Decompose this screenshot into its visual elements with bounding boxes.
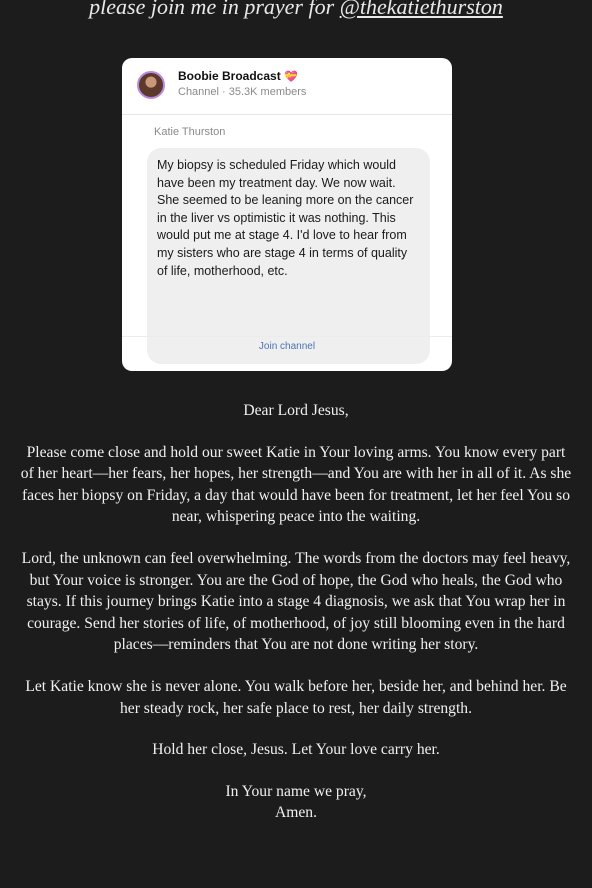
prayer-greeting: Dear Lord Jesus, — [243, 402, 349, 419]
prayer-sign-off: In Your name we pray, Amen. — [225, 782, 367, 822]
channel-name: Boobie Broadcast 💝 — [178, 69, 298, 83]
heart-icon: 💝 — [284, 71, 298, 83]
prayer-closing: Hold her close, Jesus. Let Your love carry her. — [152, 741, 440, 759]
prayer-paragraph: Let Katie know she is never alone. You walk before her, beside her, and behind her. Be her steady rock, her safe place to rest, her daily strength. — [25, 677, 567, 717]
channel-meta: Channel · 35.3K members — [178, 86, 307, 98]
prayer-paragraph: Please come close and hold our sweet Katie in Your loving arms. You know every part of her heart—her fears, her hopes, her strength—and You are with her in all of it. As she faces her biopsy on Friday, a day that would have been for treatment, let her feel You so near, whispering peace into the waiting. — [20, 443, 572, 526]
prayer-text — [20, 400, 572, 824]
avatar — [137, 71, 165, 99]
message-bubble: My biopsy is scheduled Friday which would have been my treatment day. We now wait. She seemed to be leaning more on the cancer in the liver vs optimistic it was nothing. This would put me at stage 4. I'd love to hear from my sisters who are stage 4 in terms of quality of life, motherhood, etc. — [147, 148, 430, 364]
caption-mention-link[interactable]: @thekatiethurston — [339, 0, 503, 19]
caption-text: please join me in prayer for — [89, 0, 340, 19]
join-channel-button[interactable]: Join channel — [122, 336, 452, 372]
story-caption — [0, 0, 592, 20]
prayer-paragraph: Lord, the unknown can feel overwhelming. The words from the doctors may feel heavy, but Your voice is stronger. You are the God of hope, the God who heals, the God who stays. If this journey brings Katie into a stage 4 diagnosis, we ask that You wrap her in courage. Send her stories of life, of motherhood, of joy still blooming even in the hard places—reminders that You are not done writing her story. — [21, 549, 571, 654]
shared-channel-message-card[interactable] — [122, 58, 452, 371]
message-sender: Katie Thurston — [154, 126, 226, 138]
card-header — [122, 58, 452, 115]
